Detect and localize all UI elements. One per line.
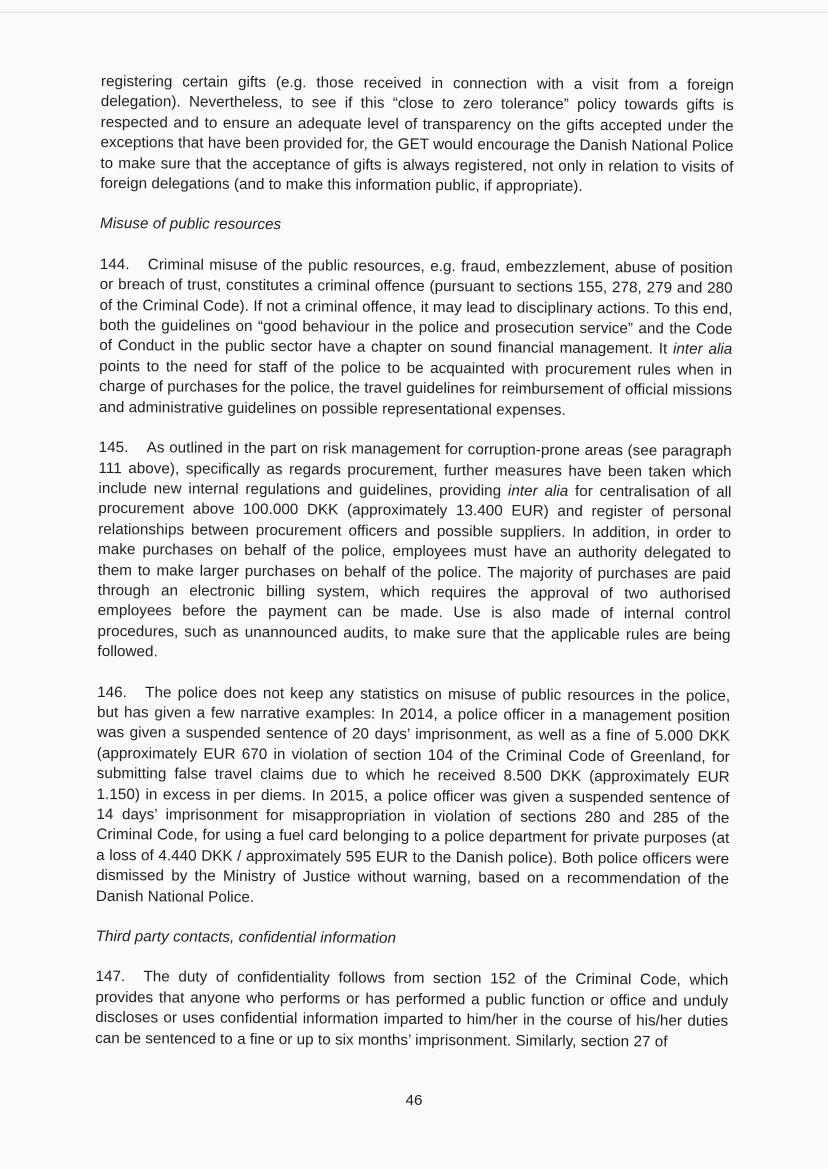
paragraph-italic-term: inter alia [507,482,569,500]
paragraph-text: for centralisation of all procurement above 100.000 DKK (approximately 13.400 EUR) and register of personal relationships between procurement officers and possible suppliers. In addition, in order to make purchases on behalf of the police, employees must have an authority delegated to them to make larger purchases on behalf of the police. The majority of purchases are paid through an electronic billing system, which requires the approval of two authorised employees before the payment can be made. Use is also made of internal control procedures, such as unannounced audits, to make sure that the applicable rules are being followed. [97,482,732,661]
paragraph-number: 145. [98,439,129,457]
paragraph-number: 146. [97,683,128,701]
paragraph-text: As outlined in the part on risk management for corruption-prone areas (see paragraph 111 above), specifically as regards procurement, further measures have been taken which include new internal regulations and guidelines, providing [98,439,732,500]
paragraph-number: 144. [99,255,130,274]
intro-paragraph: registering certain gifts (e.g. those received in connection with a visit from a foreign delegation). Nevertheless, to see if this “close to zero tolerance” policy towards gifts is respected and to ensure an adequate level of transparency on the gifts accepted under the exceptions that have been provided for, the GET would encourage the Danish National Police to make sure that the acceptance of gifts is always registered, not only in relation to visits of foreign delegations (and to make this information public, if appropriate). [100,72,734,195]
section-heading-third-party: Third party contacts, confidential information [95,928,397,947]
paragraph-number: 147. [95,968,126,986]
page-body [95,72,734,1053]
paragraph-text: The duty of confidentiality follows from section 152 of the Criminal Code, which provides that anyone who performs or has performed a public function or office and unduly discloses or uses confidential information imparted to him/her in the course of his/her duties can be sentenced to a fine or up to six months’ imprisonment. Similarly, section 27 of [95,968,729,1051]
page-number: 46 [405,1092,423,1109]
paragraph-146 [96,683,730,911]
paragraph-text: Criminal misuse of the public resources, e.g. fraud, embezzlement, abuse of position or breach of trust, constitutes a criminal offence (pursuant to sections 155, 278, 279 and 280 of the Criminal Code). If not a criminal offence, it may lead to disciplinary actions. To this end, both the guidelines on “good behaviour in the police and prosecution service” and the Code of Conduct in the public sector have a chapter on sound financial management. It [99,256,733,358]
paragraph-144 [99,255,733,422]
paragraph-text: The police does not keep any statistics on misuse of public resources in the police, but has given a few narrative examples: In 2014, a police officer in a management position was given a suspended sentence of 20 days’ imprisonment, as well as a fine of 5.000 DKK (approximately EUR 670 in violation of section 104 of the Criminal Code of Greenland, for submitting false travel claims due to which he received 8.500 DKK (approximately EUR 1.150) in excess in per diems. In 2015, a police officer was given a suspended sentence of 14 days’ imprisonment for misappropriation in violation of sections 280 and 285 of the Criminal Code, for using a fuel card belonging to a police department for private purposes (at a loss of 4.440 DKK / approximately 595 EUR to the Danish police). Both police officers were dismissed by the Ministry of Justice without warning, based on a recommendation of the Danish National Police. [95,683,731,906]
scan-edge-line [0,12,828,13]
paragraph-147 [95,967,728,1052]
section-heading-misuse: Misuse of public resources [100,215,282,234]
paragraph-145 [97,438,731,666]
paragraph-text: points to the need for staff of the police to be acquainted with procurement rules when in charge of purchases for the police, the travel guidelines for reimbursement of official missions and administrative guidelines on possible representational expenses. [98,357,733,419]
paragraph-italic-term: inter alia [672,340,733,359]
